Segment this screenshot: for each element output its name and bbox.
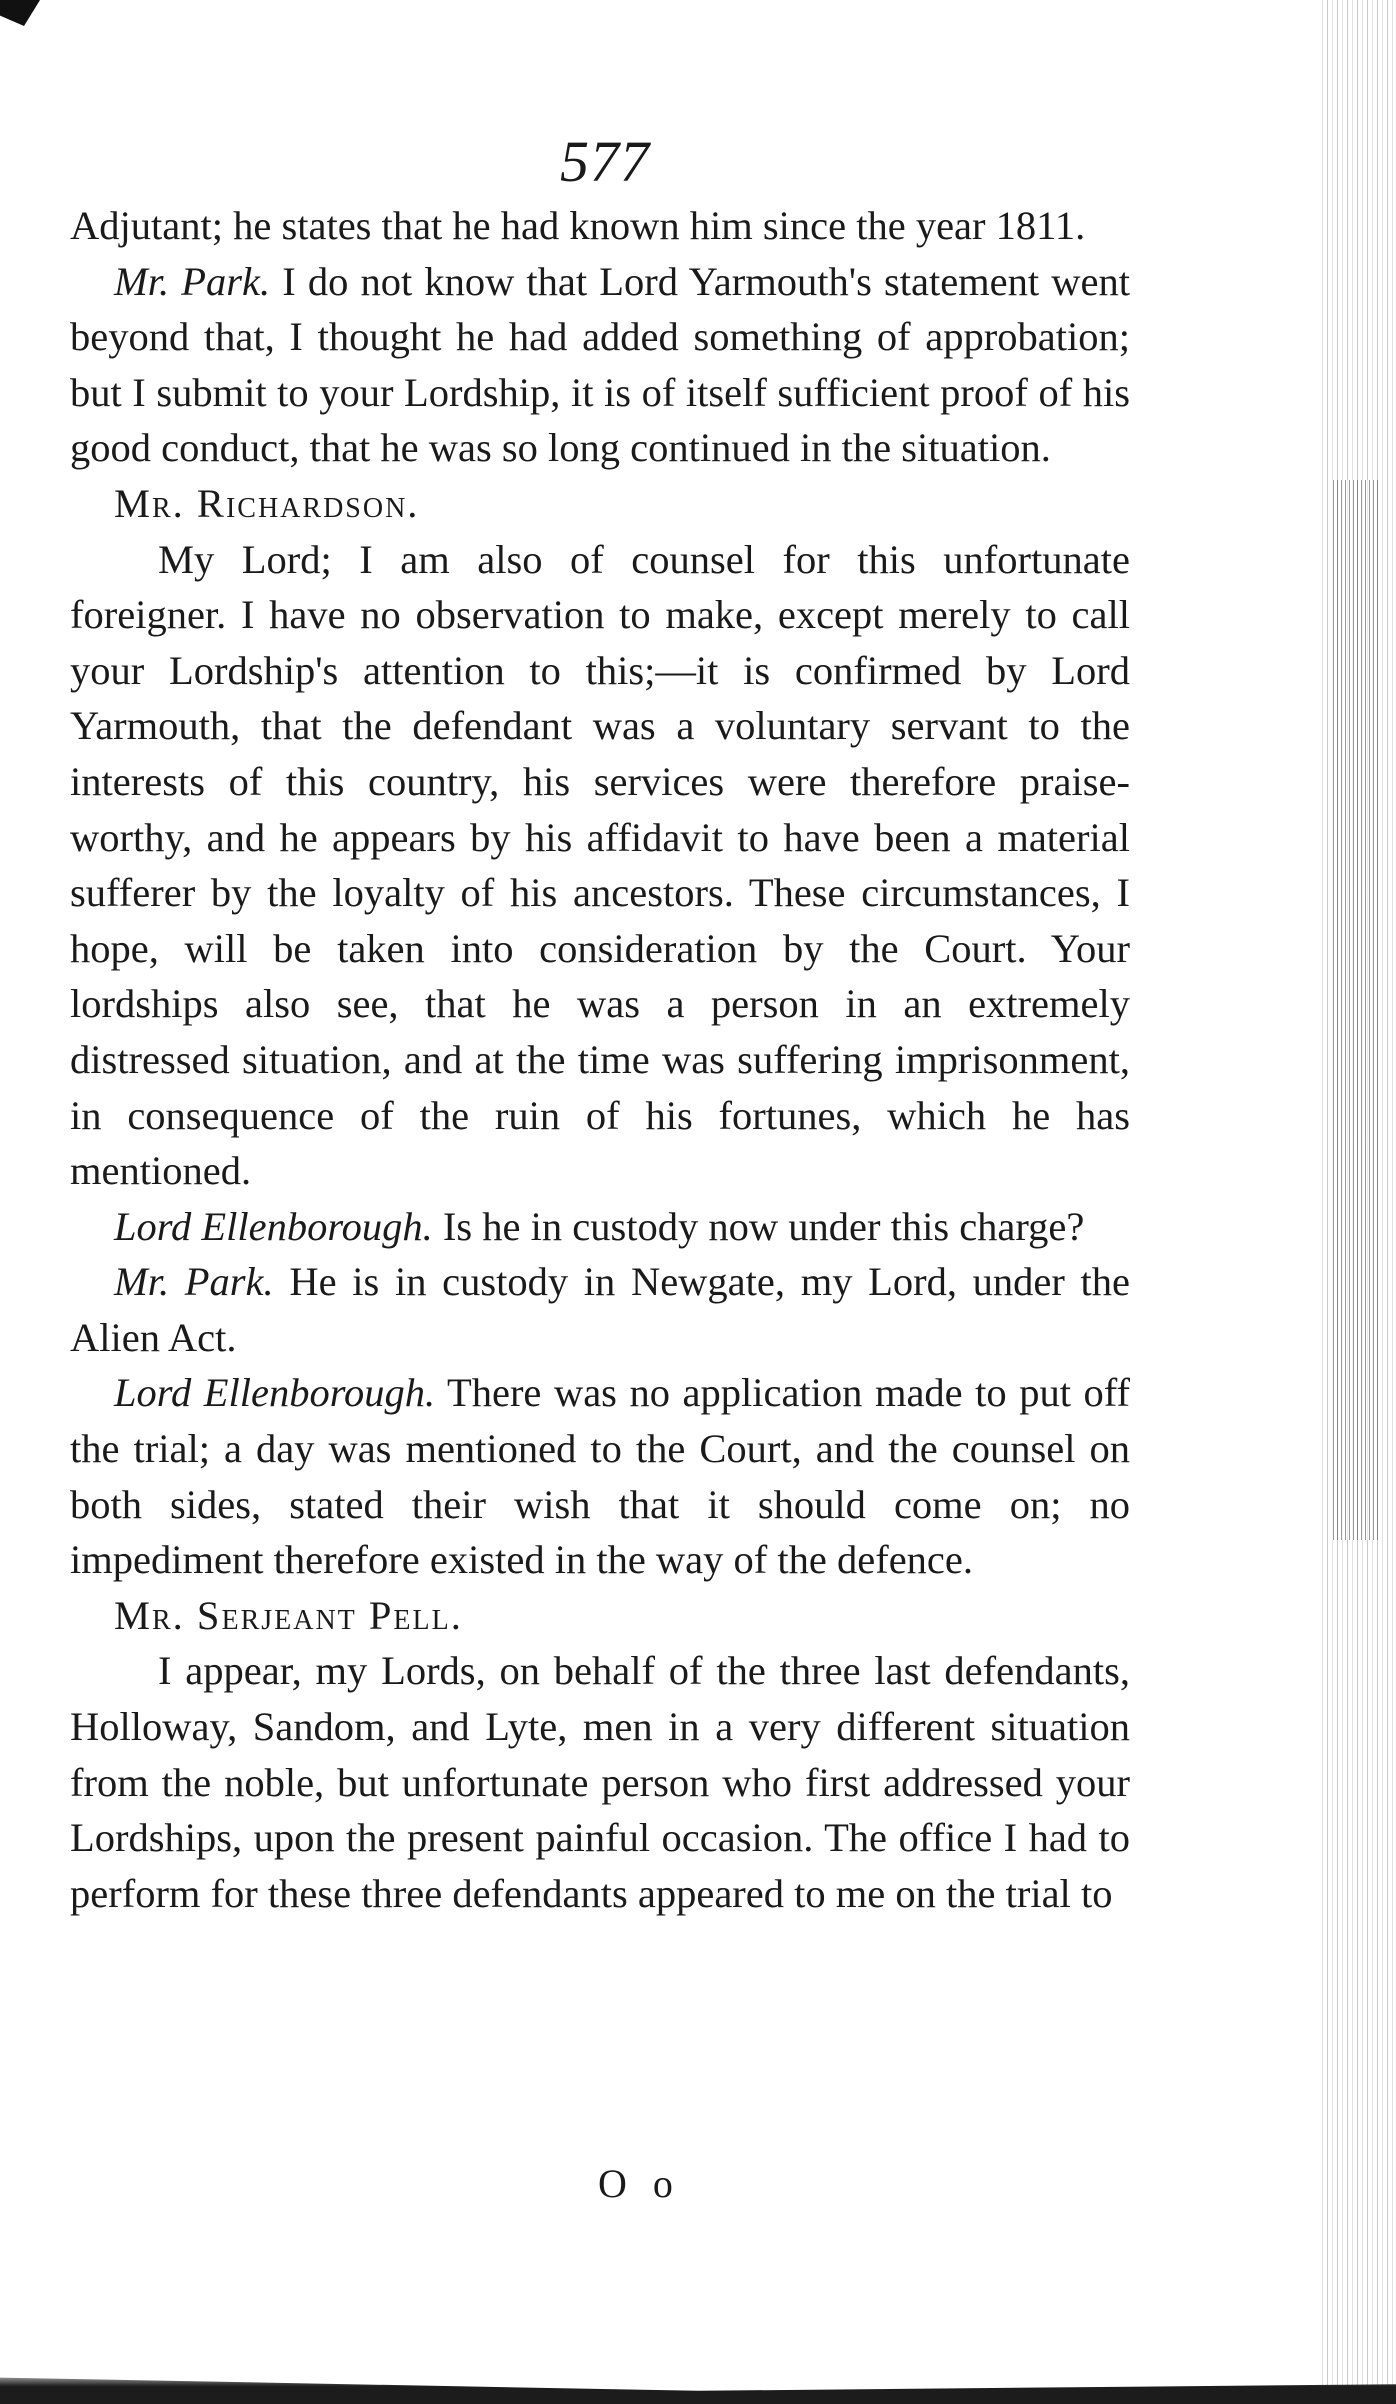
speaker-name: Lord Ellenborough. xyxy=(114,1370,436,1416)
speaker-name: Lord Ellenborough. xyxy=(114,1203,433,1249)
speaker-heading: Mr. Richardson. xyxy=(114,480,420,526)
speech-paragraph xyxy=(70,1199,1130,1255)
speech-text: He is in custody in Newgate, my Lord, under the Alien Act. xyxy=(70,1259,1131,1360)
body-text xyxy=(70,198,1130,1921)
book-binding-shadow xyxy=(1330,480,1380,1540)
speaker-name: Mr. Park. xyxy=(114,258,271,304)
speech-text: There was no application made to put off the trial; a day was mentioned to the Court, and the counsel on both sides, stated their wish that it should come on; no impediment therefore existed in the way of the defence. xyxy=(70,1370,1130,1583)
paragraph: I appear, my Lords, on behalf of the three last defendants, Holloway, Sandom, and Lyte, men in a very different situation from the noble, but unfortunate person who first addressed your Lordships, upon the present painful occasion. The office I had to perform for these three defendants appeared to me on the trial to xyxy=(70,1648,1130,1916)
printer-signature-mark: O o xyxy=(598,2161,681,2206)
speech-text: Is he in custody now under this charge? xyxy=(442,1203,1085,1249)
page-number: 577 xyxy=(560,129,650,194)
speech-paragraph xyxy=(70,1365,1130,1587)
speaker-heading: Mr. Serjeant Pell. xyxy=(114,1592,463,1638)
paragraph: Adjutant; he states that he had known him since the year 1811. xyxy=(70,203,1086,248)
speaker-name: Mr. Park. xyxy=(114,1259,274,1305)
speech-paragraph xyxy=(70,1254,1130,1365)
page-bottom-edge xyxy=(0,2360,1396,2404)
scan-corner-artifact xyxy=(0,0,40,26)
paragraph: My Lord; I am also of counsel for this unfortunate foreigner. I have no observation to make, except merely to call your Lordship's attention to this;—it is confirmed by Lord Yarmouth, that the defendant was a voluntary servant to the interests of this country, his services were therefore praise-worthy, and he appears by his affidavit to have been a material sufferer by the loyalty of his ancestors. These circumstances, I hope, will be taken into consideration by the Court. Your lordships also see, that he was a person in an extremely distressed situation, and at the time was suffering imprisonment, in consequence of the ruin of his fortunes, which he has mentioned. xyxy=(70,536,1130,1194)
speech-paragraph xyxy=(70,254,1130,476)
speech-text: I do not know that Lord Yarmouth's statement went beyond that, I thought he had added something of approbation; but I submit to your Lordship, it is of itself sufficient proof of his good conduct, that he was so long continued in the situation. xyxy=(70,258,1130,471)
